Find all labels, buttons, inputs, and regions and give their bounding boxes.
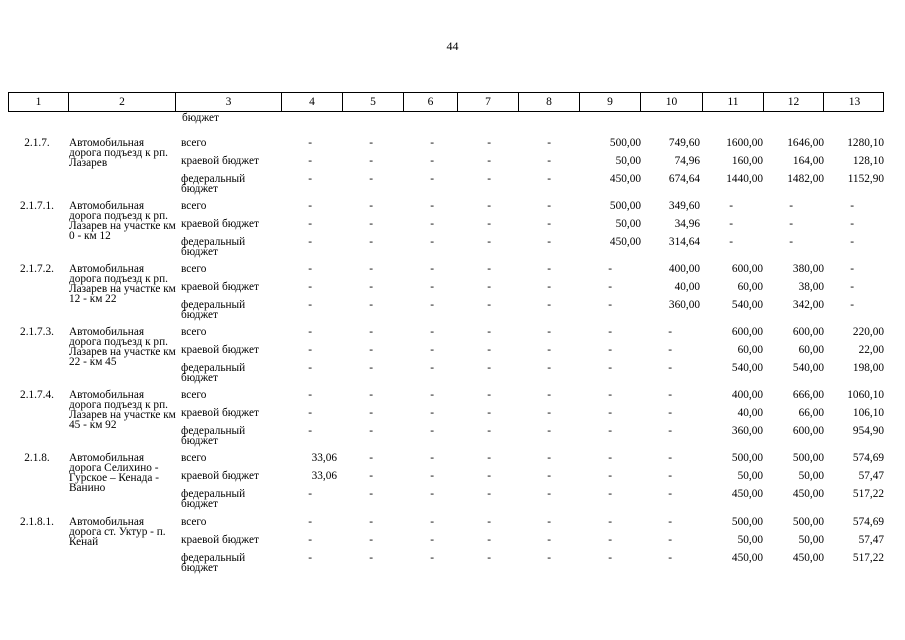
value-cell: - — [369, 173, 373, 185]
funding-source: федеральный бюджет — [181, 236, 246, 258]
value-cell: 349,60 — [668, 200, 700, 212]
value-cell: - — [850, 299, 854, 311]
page-number: 44 — [446, 39, 459, 53]
funding-source: федеральный бюджет — [181, 299, 246, 321]
header-cell: 2 — [69, 93, 176, 111]
continuation-text: бюджет — [182, 112, 219, 124]
value-cell: - — [608, 299, 612, 311]
value-cell: - — [308, 516, 312, 528]
value-cell: - — [668, 326, 672, 338]
value-cell: 1600,00 — [726, 137, 763, 149]
value-cell: 40,00 — [674, 281, 700, 293]
funding-source: краевой бюджет — [181, 344, 259, 356]
header-cell: 8 — [519, 93, 580, 111]
value-cell: - — [369, 326, 373, 338]
value-cell: 220,00 — [852, 326, 884, 338]
value-cell: 342,00 — [792, 299, 824, 311]
value-cell: 666,00 — [792, 389, 824, 401]
funding-source: краевой бюджет — [181, 281, 259, 293]
funding-source: краевой бюджет — [181, 407, 259, 419]
row-code: 2.1.7.2. — [20, 263, 54, 275]
header-cell: 3 — [176, 93, 282, 111]
value-cell: 600,00 — [731, 263, 763, 275]
value-cell: - — [430, 281, 434, 293]
value-cell: 500,00 — [609, 200, 641, 212]
header-cell: 10 — [641, 93, 703, 111]
value-cell: - — [487, 137, 491, 149]
value-cell: - — [547, 299, 551, 311]
value-cell: - — [668, 452, 672, 464]
value-cell: 57,47 — [858, 470, 884, 482]
value-cell: 50,00 — [798, 470, 824, 482]
value-cell: 1152,90 — [847, 173, 884, 185]
value-cell: 50,00 — [615, 218, 641, 230]
value-cell: - — [369, 218, 373, 230]
funding-source: краевой бюджет — [181, 155, 259, 167]
value-cell: - — [308, 552, 312, 564]
value-cell: - — [487, 200, 491, 212]
value-cell: - — [668, 470, 672, 482]
value-cell: - — [430, 137, 434, 149]
value-cell: - — [487, 155, 491, 167]
value-cell: - — [487, 344, 491, 356]
road-name: Автомобильная дорога Селихино - Гурское – Кенада - Ванино — [69, 452, 159, 494]
header-cell: 7 — [458, 93, 519, 111]
value-cell: - — [369, 200, 373, 212]
road-name: Автомобильная дорога ст. Уктур - п. Кенай — [69, 516, 166, 548]
value-cell: - — [547, 362, 551, 374]
value-cell: - — [369, 344, 373, 356]
value-cell: - — [729, 200, 733, 212]
value-cell: - — [547, 452, 551, 464]
value-cell: - — [547, 281, 551, 293]
value-cell: 50,00 — [737, 470, 763, 482]
value-cell: - — [487, 470, 491, 482]
value-cell: 517,22 — [852, 488, 884, 500]
value-cell: 600,00 — [792, 425, 824, 437]
value-cell: - — [608, 452, 612, 464]
value-cell: - — [547, 425, 551, 437]
value-cell: - — [308, 326, 312, 338]
value-cell: 34,96 — [674, 218, 700, 230]
value-cell: 517,22 — [852, 552, 884, 564]
funding-source: всего — [181, 389, 207, 401]
value-cell: - — [547, 488, 551, 500]
value-cell: - — [430, 173, 434, 185]
value-cell: - — [308, 389, 312, 401]
value-cell: - — [430, 488, 434, 500]
value-cell: 450,00 — [609, 173, 641, 185]
value-cell: 450,00 — [792, 488, 824, 500]
value-cell: - — [430, 155, 434, 167]
header-cell: 5 — [343, 93, 404, 111]
value-cell: - — [789, 200, 793, 212]
value-cell: - — [547, 389, 551, 401]
value-cell: - — [547, 155, 551, 167]
value-cell: - — [369, 407, 373, 419]
value-cell: - — [369, 281, 373, 293]
value-cell: - — [308, 344, 312, 356]
value-cell: 33,06 — [311, 452, 337, 464]
value-cell: - — [487, 552, 491, 564]
value-cell: - — [547, 552, 551, 564]
funding-source: всего — [181, 263, 207, 275]
value-cell: 1060,10 — [847, 389, 884, 401]
value-cell: 500,00 — [731, 516, 763, 528]
value-cell: 540,00 — [731, 299, 763, 311]
funding-source: федеральный бюджет — [181, 362, 246, 384]
value-cell: 500,00 — [609, 137, 641, 149]
value-cell: - — [608, 326, 612, 338]
value-cell: - — [487, 452, 491, 464]
road-name: Автомобильная дорога подъезд к рп. Лазарев — [69, 137, 168, 169]
header-cell: 4 — [282, 93, 343, 111]
value-cell: - — [608, 407, 612, 419]
row-code: 2.1.8. — [24, 452, 50, 464]
value-cell: - — [487, 326, 491, 338]
value-cell: - — [547, 534, 551, 546]
value-cell: - — [608, 362, 612, 374]
value-cell: - — [547, 470, 551, 482]
value-cell: - — [487, 389, 491, 401]
value-cell: - — [308, 137, 312, 149]
header-cell: 12 — [764, 93, 824, 111]
value-cell: 674,64 — [668, 173, 700, 185]
value-cell: - — [430, 236, 434, 248]
funding-source: федеральный бюджет — [181, 425, 246, 447]
value-cell: 540,00 — [792, 362, 824, 374]
value-cell: 954,90 — [852, 425, 884, 437]
value-cell: - — [547, 326, 551, 338]
value-cell: - — [308, 299, 312, 311]
value-cell: - — [487, 425, 491, 437]
value-cell: 33,06 — [311, 470, 337, 482]
row-code: 2.1.7.3. — [20, 326, 54, 338]
value-cell: - — [608, 470, 612, 482]
value-cell: - — [308, 236, 312, 248]
header-cell: 13 — [848, 96, 861, 108]
header-cell: 11 — [703, 93, 764, 111]
value-cell: 50,00 — [798, 534, 824, 546]
value-cell: - — [308, 407, 312, 419]
row-code: 2.1.7. — [24, 137, 50, 149]
value-cell: - — [487, 516, 491, 528]
value-cell: - — [308, 173, 312, 185]
value-cell: - — [668, 534, 672, 546]
value-cell: - — [369, 263, 373, 275]
road-name: Автомобильная дорога подъезд к рп. Лазарев на участке км 12 - км 22 — [69, 263, 176, 305]
funding-source: федеральный бюджет — [181, 488, 246, 510]
value-cell: 40,00 — [737, 407, 763, 419]
road-name: Автомобильная дорога подъезд к рп. Лазарев на участке км 22 - км 45 — [69, 326, 176, 368]
value-cell: - — [608, 389, 612, 401]
value-cell: - — [487, 299, 491, 311]
value-cell: - — [308, 218, 312, 230]
value-cell: - — [369, 389, 373, 401]
value-cell: - — [547, 236, 551, 248]
value-cell: 164,00 — [792, 155, 824, 167]
value-cell: - — [789, 236, 793, 248]
value-cell: - — [668, 488, 672, 500]
value-cell: - — [487, 173, 491, 185]
value-cell: - — [308, 155, 312, 167]
value-cell: 1280,10 — [847, 137, 884, 149]
value-cell: - — [308, 425, 312, 437]
row-code: 2.1.8.1. — [20, 516, 54, 528]
value-cell: - — [369, 488, 373, 500]
value-cell: 60,00 — [737, 344, 763, 356]
value-cell: - — [430, 516, 434, 528]
value-cell: 60,00 — [737, 281, 763, 293]
value-cell: - — [850, 281, 854, 293]
funding-source: федеральный бюджет — [181, 552, 246, 574]
value-cell: - — [430, 534, 434, 546]
value-cell: - — [487, 281, 491, 293]
value-cell: 380,00 — [792, 263, 824, 275]
value-cell: - — [308, 362, 312, 374]
value-cell: - — [430, 326, 434, 338]
funding-source: краевой бюджет — [181, 470, 259, 482]
funding-source: всего — [181, 200, 207, 212]
value-cell: - — [369, 452, 373, 464]
value-cell: - — [547, 173, 551, 185]
value-cell: 450,00 — [792, 552, 824, 564]
value-cell: - — [369, 470, 373, 482]
row-code: 2.1.7.4. — [20, 389, 54, 401]
value-cell: 540,00 — [731, 362, 763, 374]
value-cell: - — [487, 236, 491, 248]
value-cell: - — [547, 218, 551, 230]
value-cell: - — [668, 407, 672, 419]
value-cell: 1440,00 — [726, 173, 763, 185]
value-cell: - — [487, 362, 491, 374]
value-cell: 500,00 — [792, 516, 824, 528]
value-cell: - — [668, 516, 672, 528]
table-header-row — [8, 92, 884, 112]
value-cell: - — [430, 425, 434, 437]
value-cell: 1646,00 — [787, 137, 824, 149]
value-cell: 600,00 — [792, 326, 824, 338]
value-cell: - — [668, 425, 672, 437]
value-cell: - — [547, 137, 551, 149]
value-cell: - — [547, 200, 551, 212]
value-cell: - — [369, 516, 373, 528]
value-cell: - — [487, 263, 491, 275]
value-cell: 600,00 — [731, 326, 763, 338]
value-cell: - — [547, 407, 551, 419]
value-cell: 500,00 — [731, 452, 763, 464]
value-cell: 66,00 — [798, 407, 824, 419]
value-cell: 50,00 — [615, 155, 641, 167]
row-code: 2.1.7.1. — [20, 200, 54, 212]
value-cell: 60,00 — [798, 344, 824, 356]
value-cell: - — [430, 470, 434, 482]
value-cell: - — [608, 263, 612, 275]
value-cell: - — [668, 344, 672, 356]
funding-source: всего — [181, 326, 207, 338]
value-cell: - — [729, 236, 733, 248]
value-cell: - — [369, 137, 373, 149]
value-cell: - — [430, 299, 434, 311]
header-cell: 1 — [9, 93, 69, 111]
value-cell: 314,64 — [668, 236, 700, 248]
value-cell: 450,00 — [731, 488, 763, 500]
value-cell: - — [487, 218, 491, 230]
value-cell: - — [608, 516, 612, 528]
value-cell: - — [308, 263, 312, 275]
value-cell: 360,00 — [668, 299, 700, 311]
value-cell: - — [668, 389, 672, 401]
value-cell: - — [729, 218, 733, 230]
value-cell: - — [850, 200, 854, 212]
value-cell: 106,10 — [852, 407, 884, 419]
value-cell: - — [430, 263, 434, 275]
value-cell: - — [308, 200, 312, 212]
value-cell: - — [369, 236, 373, 248]
value-cell: - — [608, 281, 612, 293]
value-cell: - — [369, 362, 373, 374]
value-cell: - — [608, 552, 612, 564]
value-cell: - — [487, 488, 491, 500]
value-cell: - — [487, 407, 491, 419]
value-cell: - — [308, 281, 312, 293]
value-cell: 1482,00 — [787, 173, 824, 185]
value-cell: - — [608, 425, 612, 437]
value-cell: - — [430, 362, 434, 374]
value-cell: - — [850, 218, 854, 230]
value-cell: 360,00 — [731, 425, 763, 437]
value-cell: - — [850, 236, 854, 248]
header-cell: 9 — [580, 93, 641, 111]
value-cell: - — [308, 488, 312, 500]
value-cell: - — [850, 263, 854, 275]
value-cell: - — [608, 534, 612, 546]
value-cell: - — [430, 200, 434, 212]
value-cell: - — [369, 534, 373, 546]
value-cell: 500,00 — [792, 452, 824, 464]
value-cell: 128,10 — [852, 155, 884, 167]
value-cell: 38,00 — [798, 281, 824, 293]
funding-source: всего — [181, 516, 207, 528]
value-cell: 198,00 — [852, 362, 884, 374]
value-cell: 749,60 — [668, 137, 700, 149]
value-cell: - — [487, 534, 491, 546]
value-cell: - — [430, 552, 434, 564]
value-cell: - — [547, 344, 551, 356]
value-cell: - — [430, 389, 434, 401]
header-cell: 6 — [404, 93, 458, 111]
value-cell: 574,69 — [852, 452, 884, 464]
value-cell: 450,00 — [731, 552, 763, 564]
value-cell: - — [547, 516, 551, 528]
value-cell: - — [430, 452, 434, 464]
value-cell: 400,00 — [668, 263, 700, 275]
value-cell: 450,00 — [609, 236, 641, 248]
value-cell: - — [608, 344, 612, 356]
value-cell: - — [369, 155, 373, 167]
value-cell: 400,00 — [731, 389, 763, 401]
value-cell: 57,47 — [858, 534, 884, 546]
funding-source: федеральный бюджет — [181, 173, 246, 195]
value-cell: - — [369, 425, 373, 437]
funding-source: краевой бюджет — [181, 534, 259, 546]
value-cell: 160,00 — [731, 155, 763, 167]
funding-source: всего — [181, 452, 207, 464]
funding-source: краевой бюджет — [181, 218, 259, 230]
road-name: Автомобильная дорога подъезд к рп. Лазарев на участке км 0 - км 12 — [69, 200, 176, 242]
value-cell: 22,00 — [858, 344, 884, 356]
road-name: Автомобильная дорога подъезд к рп. Лазарев на участке км 45 - км 92 — [69, 389, 176, 431]
value-cell: - — [668, 552, 672, 564]
value-cell: - — [430, 344, 434, 356]
value-cell: - — [430, 218, 434, 230]
value-cell: - — [369, 552, 373, 564]
value-cell: - — [369, 299, 373, 311]
value-cell: - — [430, 407, 434, 419]
value-cell: 74,96 — [674, 155, 700, 167]
value-cell: - — [608, 488, 612, 500]
value-cell: - — [668, 362, 672, 374]
funding-source: всего — [181, 137, 207, 149]
value-cell: - — [547, 263, 551, 275]
value-cell: 50,00 — [737, 534, 763, 546]
value-cell: - — [789, 218, 793, 230]
value-cell: 574,69 — [852, 516, 884, 528]
value-cell: - — [308, 534, 312, 546]
